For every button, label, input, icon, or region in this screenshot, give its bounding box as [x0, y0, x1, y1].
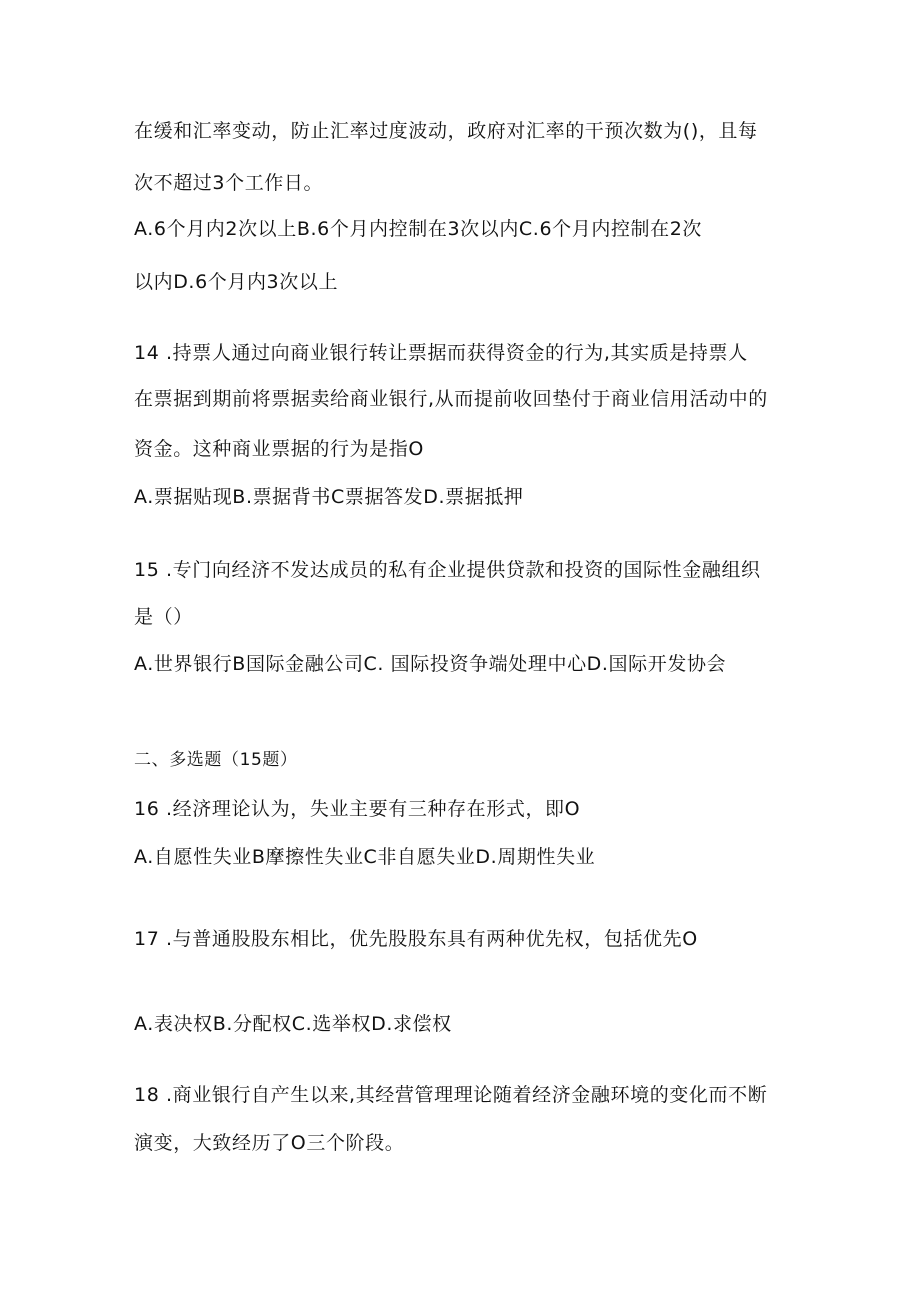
section-heading: 二、多选题（15题） — [134, 750, 298, 770]
question-15-stem-line-1: 15 .专门向经济不发达成员的私有企业提供贷款和投资的国际性金融组织 — [134, 559, 761, 581]
question-16-stem: 16 .经济理论认为，失业主要有三种存在形式，即O — [134, 798, 581, 820]
question-13-stem-line-1: 在缓和汇率变动，防止汇率过度波动，政府对汇率的干预次数为()，且每 — [134, 120, 758, 142]
question-15-options: A.世界银行B国际金融公司C. 国际投资争端处理中心D.国际开发协会 — [134, 653, 727, 675]
question-17-stem: 17 .与普通股股东相比，优先股股东具有两种优先权，包括优先O — [134, 928, 698, 950]
question-18-stem-line-2: 演变，大致经历了O三个阶段。 — [134, 1132, 405, 1154]
question-14-stem-line-3: 资金。这种商业票据的行为是指O — [134, 438, 424, 460]
question-14-options: A.票据贴现B.票据背书C票据答发D.票据抵押 — [134, 486, 524, 508]
question-18-stem-line-1: 18 .商业银行自产生以来,其经营管理理论随着经济金融环境的变化而不断 — [134, 1084, 768, 1106]
question-16-options: A.自愿性失业B摩擦性失业C非自愿失业D.周期性失业 — [134, 846, 596, 868]
question-15-stem-line-2: 是（） — [134, 606, 193, 628]
question-13-options-line-2: 以内D.6个月内3次以上 — [134, 271, 339, 293]
question-13-stem-line-2: 次不超过3个工作日。 — [134, 172, 324, 194]
question-14-stem-line-1: 14 .持票人通过向商业银行转让票据而获得资金的行为,其实质是持票人 — [134, 342, 748, 364]
question-14-stem-line-2: 在票据到期前将票据卖给商业银行,从而提前收回垫付于商业信用活动中的 — [134, 388, 768, 410]
question-13-options-line-1: A.6个月内2次以上B.6个月内控制在3次以内C.6个月内控制在2次 — [134, 218, 703, 240]
question-17-options: A.表决权B.分配权C.选举权D.求偿权 — [134, 1013, 452, 1035]
